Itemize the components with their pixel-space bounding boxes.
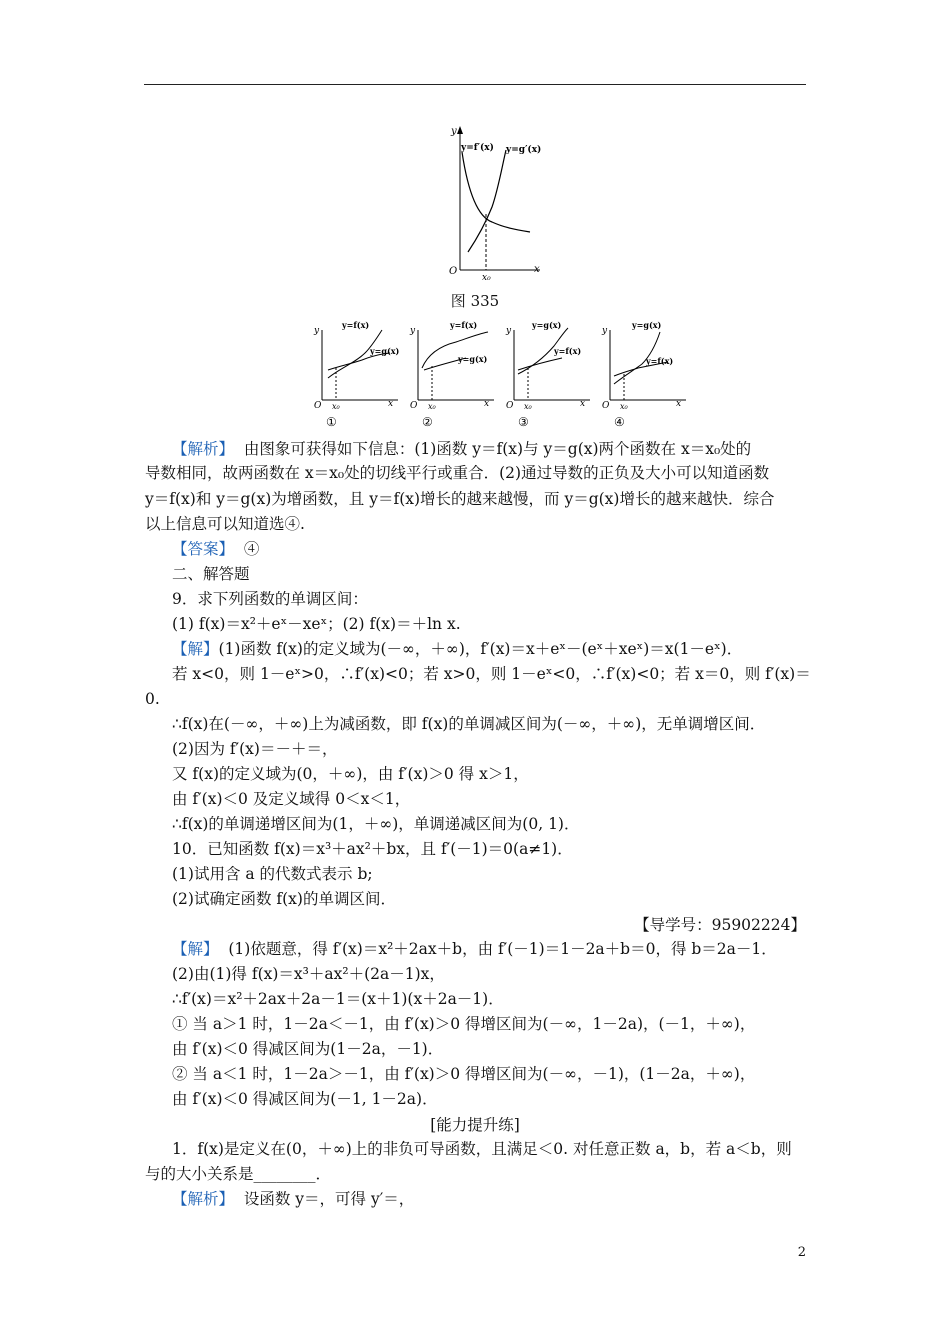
analysis-line-2: 导数相同，故两函数在 x＝x₀处的切线平行或重合．(2)通过导数的正负及大小可以知道函数 (145, 464, 770, 482)
svg-text:y=g(x): y=g(x) (370, 346, 400, 356)
svg-text:③: ③ (518, 415, 529, 429)
svg-text:x: x (580, 399, 586, 409)
section-heading-2: 二、解答题 (172, 565, 250, 583)
x0-label: x₀ (482, 273, 491, 282)
q10-sol-7: 由 f′(x)＜0 得减区间为(－1, 1－2a)． (172, 1090, 438, 1108)
q9-parts: (1) f(x)＝x²＋eˣ－xeˣ；(2) f(x)＝＋ln x. (172, 615, 461, 633)
svg-text:x: x (388, 399, 394, 409)
page-number: 2 (797, 1245, 806, 1260)
svg-text:y: y (314, 326, 320, 336)
option-graph-1 (313, 320, 400, 429)
q9-sol-3: 0. (145, 690, 160, 708)
q9-sol-8: ∴f(x)的单调递增区间为(1，＋∞)，单调递减区间为(0, 1)． (172, 815, 580, 833)
fprime-label: y=f′(x) (461, 143, 494, 153)
option-graph-4 (601, 320, 686, 429)
q10-sol-2: (2)由(1)得 f(x)＝x³＋ax²＋(2a－1)x， (172, 965, 445, 983)
svg-text:y=f(x): y=f(x) (646, 356, 674, 366)
q9-sol-6: 又 f(x)的定义域为(0，＋∞)，由 f′(x)＞0 得 x＞1， (172, 765, 529, 783)
ability-q1-line-3: 【解析】 设函数 y＝，可得 y′＝， (172, 1190, 415, 1208)
q10-sol-4: ① 当 a＞1 时，1－2a＜－1，由 f′(x)＞0 得增区间为(－∞，1－2a)，(－1，＋∞)， (172, 1015, 756, 1033)
svg-text:x₀: x₀ (620, 402, 628, 411)
q9-sol-2: 若 x<0，则 1－eˣ>0，∴f′(x)<0；若 x>0，则 1－eˣ<0，∴f′(x)<0；若 x＝0，则 f′(x)＝ (172, 665, 811, 683)
svg-text:O: O (602, 401, 610, 411)
svg-text:x₀: x₀ (332, 402, 340, 411)
analysis-line-1: 【解析】 由图象可获得如下信息：(1)函数 y＝f(x)与 y＝g(x)两个函数在 x＝x₀处的 (172, 440, 752, 458)
header-rule (144, 84, 806, 85)
svg-text:y: y (410, 326, 416, 336)
q10-part-2: (2)试确定函数 f(x)的单调区间． (172, 890, 396, 908)
figure-caption: 图 335 (450, 292, 500, 310)
q10-sol-3: ∴f′(x)＝x²＋2ax＋2a－1＝(x＋1)(x＋2a－1)． (172, 990, 504, 1008)
ability-q1-line-1: 1．f(x)是定义在(0，＋∞)上的非负可导函数，且满足＜0. 对任意正数 a，b，若 a＜b，则 (172, 1140, 792, 1158)
svg-text:①: ① (326, 415, 337, 429)
option-graph-3 (505, 320, 590, 429)
svg-text:x: x (676, 399, 682, 409)
y-axis-label: y (451, 126, 457, 137)
origin-label: O (449, 266, 458, 277)
svg-text:②: ② (422, 415, 433, 429)
svg-text:x: x (484, 399, 490, 409)
q9-sol-1: 【解】(1)函数 f(x)的定义域为(－∞，＋∞)，f′(x)＝x＋eˣ－(eˣ＋xeˣ)＝x(1－eˣ)． (172, 640, 743, 658)
derivative-graph (430, 122, 545, 282)
svg-text:④: ④ (614, 415, 625, 429)
svg-text:y=g(x): y=g(x) (632, 320, 662, 330)
svg-text:x₀: x₀ (524, 402, 532, 411)
svg-text:O: O (314, 401, 322, 411)
q9-title: 9．求下列函数的单调区间： (172, 590, 368, 608)
q10-sol-1: 【解】 (1)依题意，得 f′(x)＝x²＋2ax＋b，由 f′(－1)＝1－2a＋b＝0，得 b＝2a－1． (172, 940, 777, 958)
q10-sol-6: ② 当 a＜1 时，1－2a＞－1，由 f′(x)＞0 得增区间为(－∞，－1)，(1－2a，＋∞)， (172, 1065, 756, 1083)
svg-text:O: O (410, 401, 418, 411)
svg-text:O: O (506, 401, 514, 411)
q10-title: 10．已知函数 f(x)＝x³＋ax²＋bx，且 f′(－1)＝0(a≠1)． (172, 840, 573, 858)
section-heading-3: [能力提升练] (430, 1116, 520, 1134)
svg-text:y=f(x): y=f(x) (554, 346, 582, 356)
option-graphs (310, 318, 690, 430)
analysis-line-3: y＝f(x)和 y＝g(x)为增函数，且 y＝f(x)增长的越来越慢，而 y＝g(x)增长的越来越快．综合 (145, 490, 775, 508)
svg-text:y: y (506, 326, 512, 336)
ability-q1-line-2: 与的大小关系是________． (145, 1165, 332, 1183)
svg-text:x₀: x₀ (428, 402, 436, 411)
q9-sol-4: ∴f(x)在(－∞，＋∞)上为减函数，即 f(x)的单调减区间为(－∞，＋∞)，无单调增区间． (172, 715, 766, 733)
q10-sol-5: 由 f′(x)＜0 得减区间为(1－2a，－1)． (172, 1040, 444, 1058)
svg-text:y=g(x): y=g(x) (532, 320, 562, 330)
svg-text:y: y (602, 326, 608, 336)
svg-text:y=f(x): y=f(x) (342, 320, 370, 330)
q9-sol-5: (2)因为 f′(x)＝－＋＝， (172, 740, 338, 758)
option-graph-2 (409, 320, 494, 429)
q10-part-1: (1)试用含 a 的代数式表示 b; (172, 865, 373, 883)
x-axis-label: x (534, 264, 540, 275)
svg-text:y=g(x): y=g(x) (458, 354, 488, 364)
gprime-label: y=g′(x) (506, 145, 542, 155)
svg-text:y=f(x): y=f(x) (450, 320, 478, 330)
reference-number: 【导学号：95902224】 (634, 916, 806, 934)
q9-sol-7: 由 f′(x)＜0 及定义域得 0＜x＜1， (172, 790, 411, 808)
answer-line: 【答案】 ④ (172, 540, 260, 558)
analysis-line-4: 以上信息可以知道选④. (145, 515, 305, 533)
